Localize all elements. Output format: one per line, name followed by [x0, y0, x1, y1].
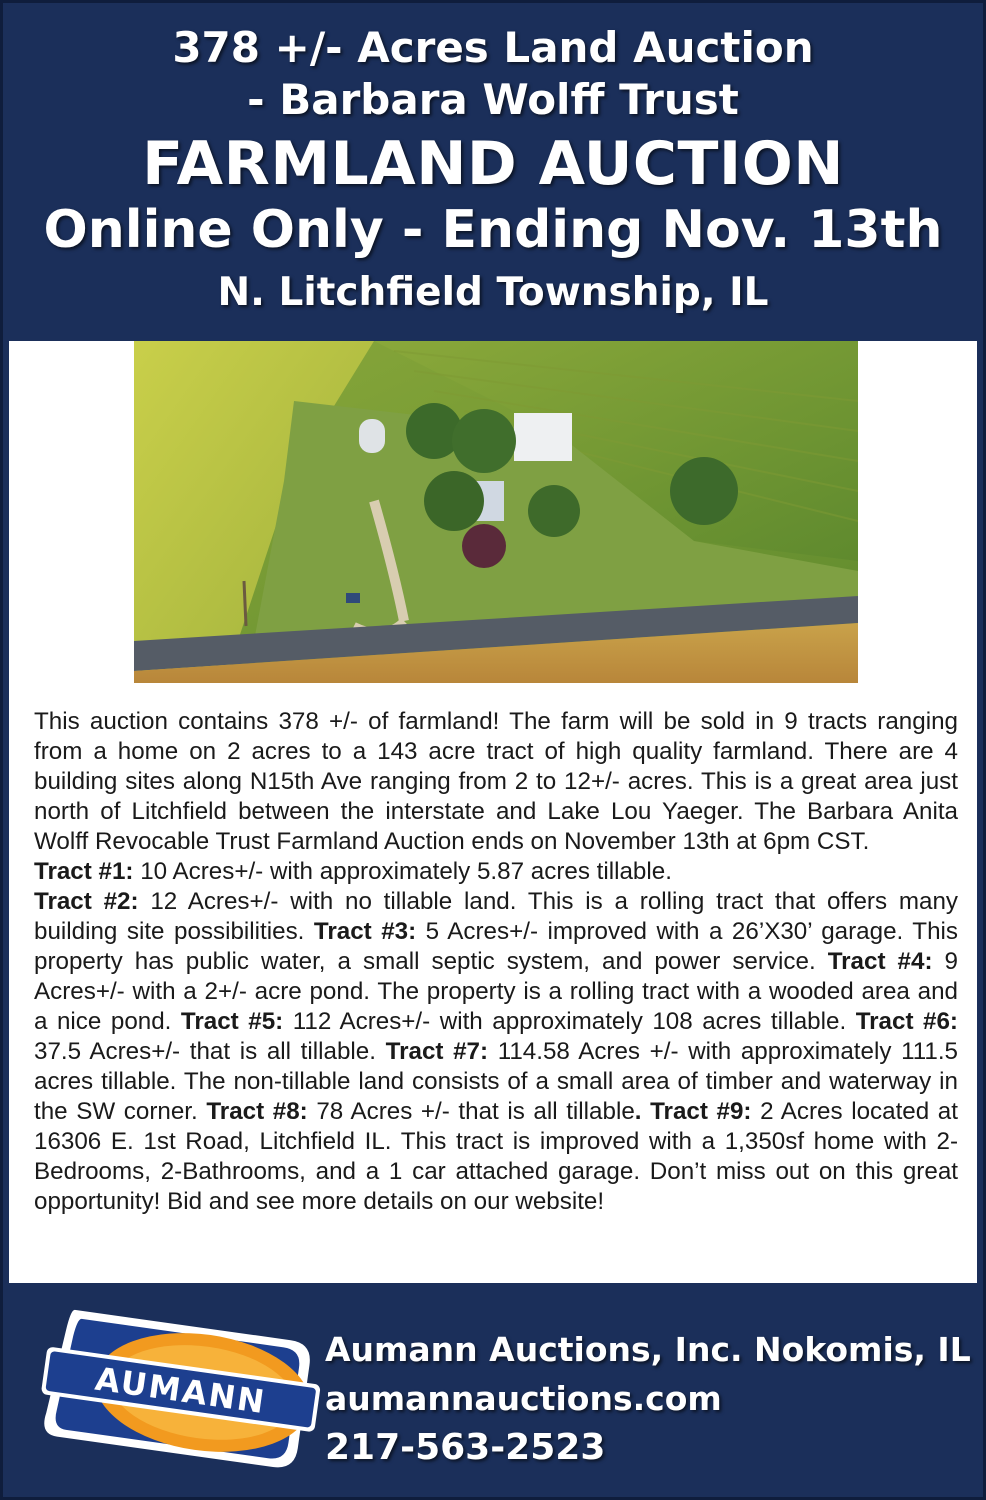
headline-trust: - Barbara Wolff Trust — [247, 75, 739, 124]
tract-6-label: Tract #6: — [855, 1008, 958, 1035]
aerial-farm-photo — [134, 341, 858, 683]
website-link[interactable]: aumannauctions.com — [325, 1379, 722, 1418]
description-intro: This auction contains 378 +/- of farmland! The farm will be sold in 9 tracts ranging from a home on 2 acres to a 143 acre tract of high quality farmland. There are 4 building sites along N15th Ave ranging from 2 to 12+/- acres. This is a great area just north of Litchfield between the interstate and Lake Lou Yaeger. The Barbara Anita Wolff Revocable Trust Farmland Auction ends on November 13th at 6pm CST. — [34, 708, 958, 855]
tract-7-text: 114.58 Acres +/- with approximately 111.5 acres tillable. The non-tillable land consists of a small area of timber and waterway in the SW corner. — [34, 1038, 959, 1125]
tract-4-text: 9 Acres+/- with a 2+/- acre pond. The property is a rolling tract with a wooded area and a nice pond. — [34, 948, 958, 1035]
ad-footer — [3, 1285, 983, 1497]
logo-wordmark: AUMANN — [92, 1359, 269, 1422]
tract-5-label: Tract #5: — [180, 1008, 284, 1035]
content-panel — [9, 341, 977, 1283]
tract-8-text: 78 Acres +/- that is all tillable — [307, 1098, 635, 1125]
tract-3-text: 5 Acres+/- improved with a 26’X30’ garage. This property has public water, a small septic system, and power service. — [34, 918, 958, 975]
aumann-logo-icon — [33, 1303, 323, 1473]
tract-1-paragraph — [34, 857, 958, 887]
headline-acres: 378 +/- Acres Land Auction — [172, 23, 814, 72]
headline-farmland-auction: FARMLAND AUCTION — [142, 129, 844, 199]
tracts-paragraph — [34, 887, 958, 1217]
tract-5-text: 112 Acres+/- with approximately 108 acres tillable. — [283, 1008, 856, 1035]
tract-7-label: Tract #7: — [385, 1038, 489, 1065]
headline-online-ending: Online Only - Ending Nov. 13th — [43, 200, 943, 260]
tract-6-text: 37.5 Acres+/- that is all tillable. — [34, 1038, 376, 1065]
tract-1-text: 10 Acres+/- with approximately 5.87 acres tillable. — [133, 858, 672, 885]
headline-location: N. Litchfield Township, IL — [217, 270, 769, 315]
tract-3-label: Tract #3: — [313, 918, 417, 945]
tract-9-text: 2 Acres located at 16306 E. 1st Road, Litchfield IL. This tract is improved with a 1,350sf home with 2-Bedrooms, 2-Bathrooms, and a 1 car attached garage. Don’t miss out on this great opportunity! Bid and see more details on our website! — [34, 1098, 958, 1215]
contact-info — [325, 1325, 975, 1472]
tract-2-label: Tract #2: — [34, 888, 139, 915]
aumann-logo — [33, 1303, 323, 1473]
tract-9-label: . Tract #9: — [634, 1098, 752, 1125]
ad-header — [3, 3, 983, 339]
tract-4-label: Tract #4: — [827, 948, 933, 975]
company-name: Aumann Auctions, Inc. Nokomis, IL — [325, 1330, 971, 1369]
tract-2-text: 12 Acres+/- with no tillable land. This is a rolling tract that offers many building site possibilities. — [34, 888, 959, 945]
phone-number[interactable]: 217-563-2523 — [325, 1427, 606, 1468]
aerial-farm-illustration — [134, 341, 858, 683]
auction-description — [34, 707, 958, 1217]
tract-8-label: Tract #8: — [206, 1098, 308, 1125]
tract-1-label: Tract #1: — [34, 858, 134, 885]
